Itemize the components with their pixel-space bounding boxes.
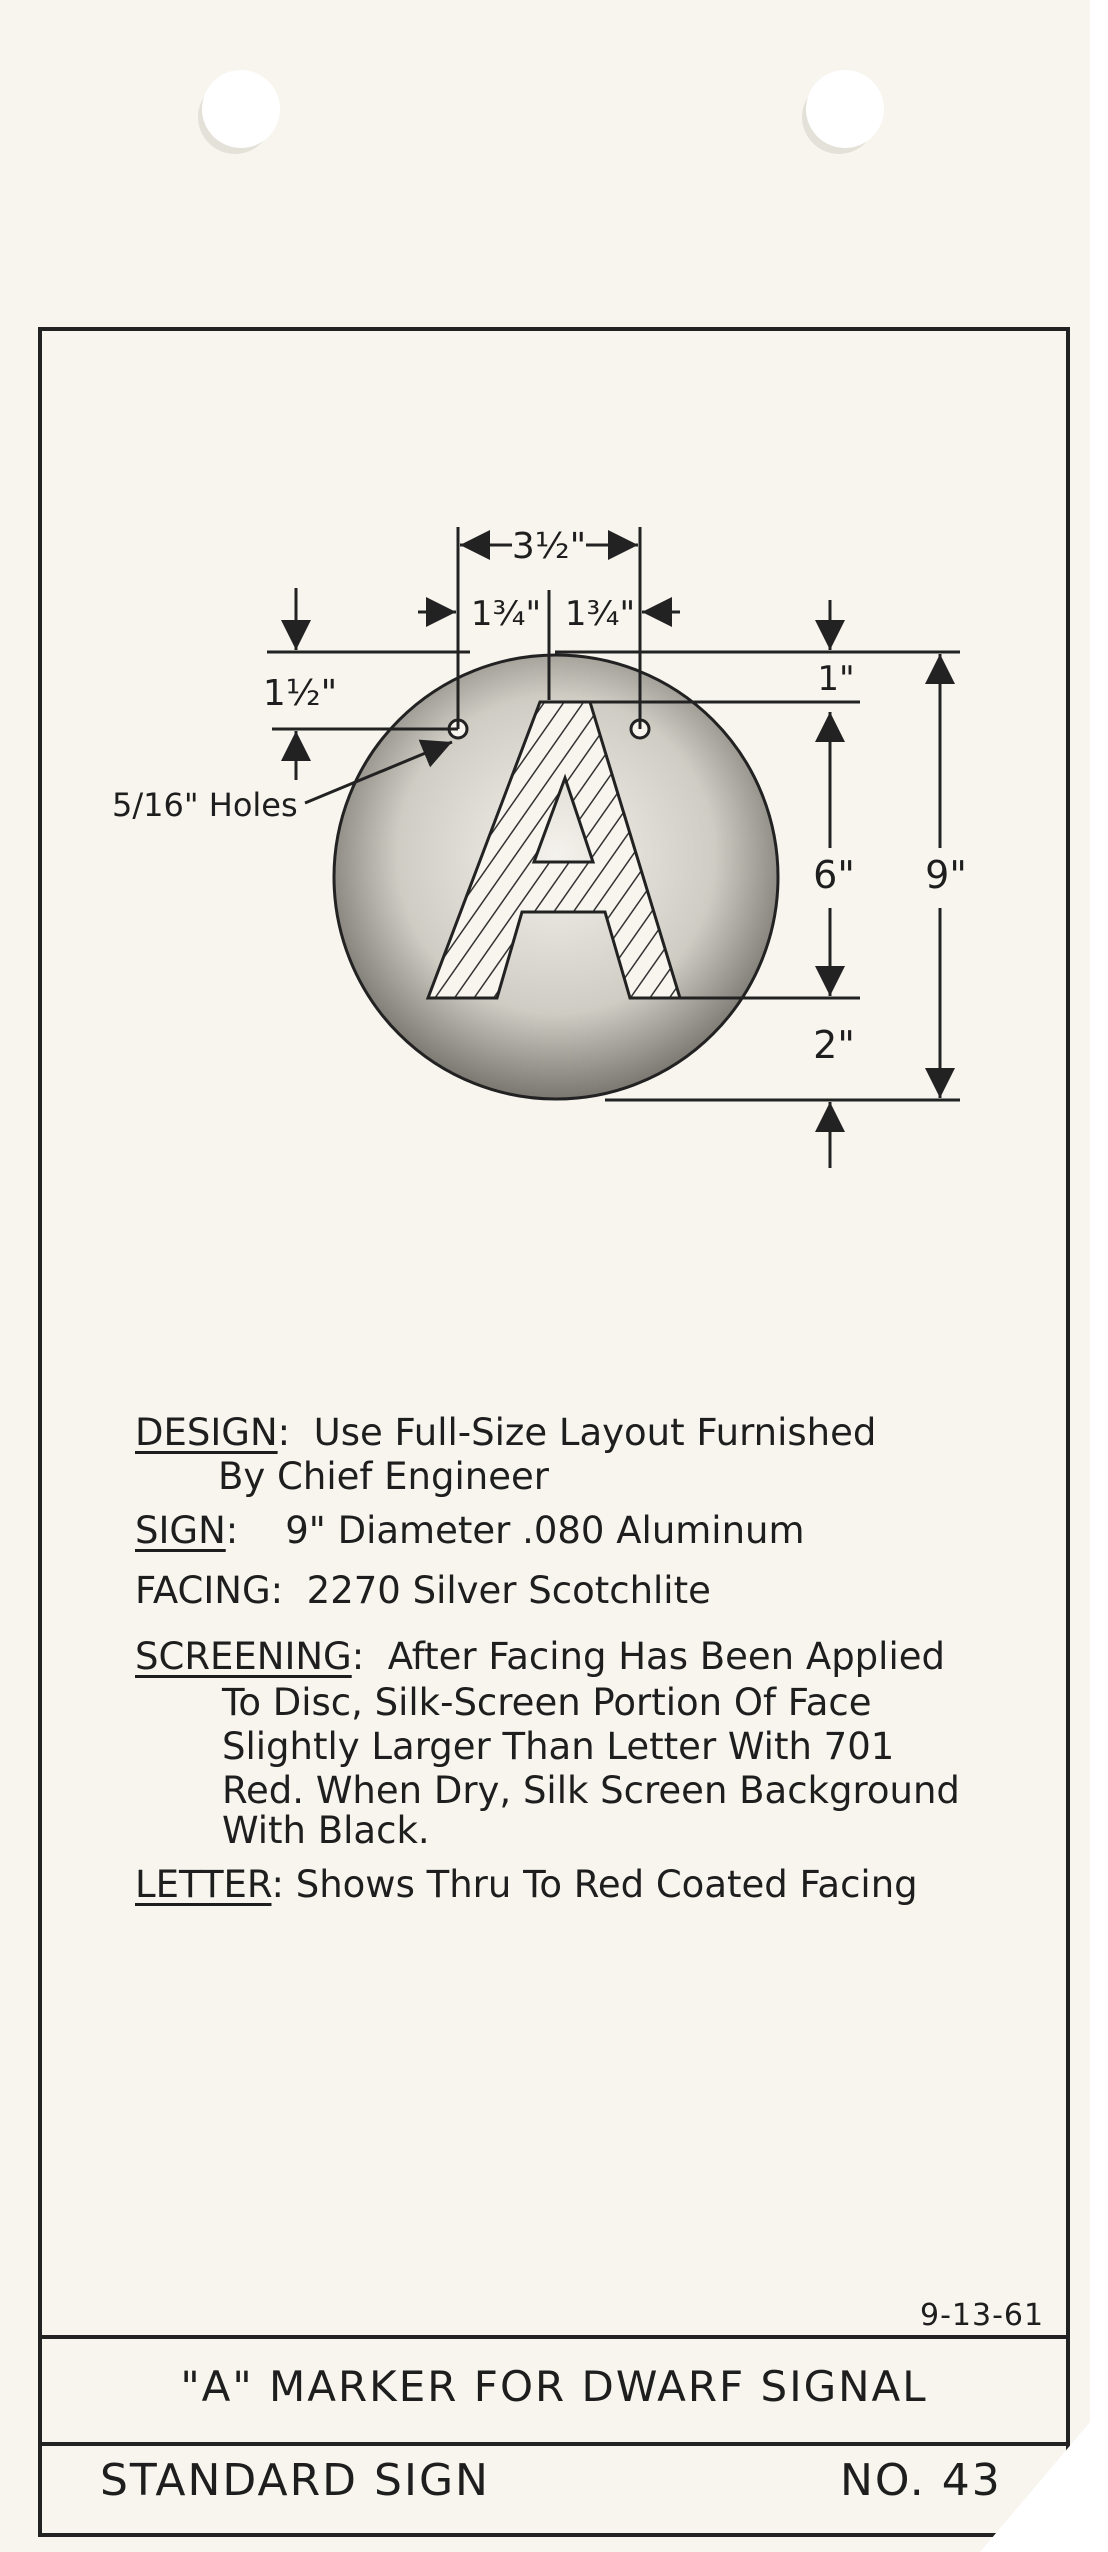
title-divider xyxy=(38,2335,1070,2339)
spec-letter: LETTER: Shows Thru To Red Coated Facing xyxy=(135,1863,918,1906)
holes-label: 5/16" Holes xyxy=(112,786,298,824)
spec-screening-line4: Red. When Dry, Silk Screen Background xyxy=(222,1769,960,1812)
standard-sign-number: NO. 43 xyxy=(840,2455,1002,2506)
dim-top-width: 3½" xyxy=(511,526,587,567)
spec-screening-line5: With Black. xyxy=(222,1809,430,1852)
spec-screening-line2: To Disc, Silk-Screen Portion Of Face xyxy=(222,1681,872,1724)
spec-screening-line3: Slightly Larger Than Letter With 701 xyxy=(222,1725,895,1768)
spec-facing-value: 2270 Silver Scotchlite xyxy=(306,1569,711,1612)
dim-letter-height: 6" xyxy=(813,853,855,897)
marker-diagram xyxy=(0,0,1108,1200)
spec-sign-value: 9" Diameter .080 Aluminum xyxy=(285,1509,805,1552)
dim-top-margin-right: 1" xyxy=(817,659,855,699)
standard-sign-label: STANDARD SIGN xyxy=(100,2455,490,2506)
spec-facing: FACING: 2270 Silver Scotchlite xyxy=(135,1569,711,1612)
drawing-date: 9-13-61 xyxy=(920,2298,1045,2333)
spec-letter-value: Shows Thru To Red Coated Facing xyxy=(295,1863,918,1906)
spec-letter-key: LETTER xyxy=(135,1863,272,1906)
spec-facing-key: FACING xyxy=(135,1569,271,1612)
dim-overall-height: 9" xyxy=(925,853,967,897)
spec-design-line2: By Chief Engineer xyxy=(218,1455,549,1498)
spec-design: DESIGN: Use Full-Size Layout Furnished xyxy=(135,1411,877,1454)
spec-design-key: DESIGN xyxy=(135,1411,278,1454)
spec-screening-line1: After Facing Has Been Applied xyxy=(387,1635,945,1678)
spec-sign: SIGN: 9" Diameter .080 Aluminum xyxy=(135,1509,805,1552)
dim-left-offset: 1¾" xyxy=(470,594,542,634)
spec-screening-key: SCREENING xyxy=(135,1635,352,1678)
standard-divider xyxy=(38,2442,1070,2446)
spec-design-line1: Use Full-Size Layout Furnished xyxy=(313,1411,877,1454)
dim-right-offset: 1¾" xyxy=(564,594,636,634)
spec-sign-key: SIGN xyxy=(135,1509,226,1552)
sign-title: "A" MARKER FOR DWARF SIGNAL xyxy=(180,2362,928,2411)
dim-top-margin-left: 1½" xyxy=(262,673,338,714)
spec-screening: SCREENING: After Facing Has Been Applied xyxy=(135,1635,945,1678)
dim-bottom-margin: 2" xyxy=(813,1023,855,1067)
